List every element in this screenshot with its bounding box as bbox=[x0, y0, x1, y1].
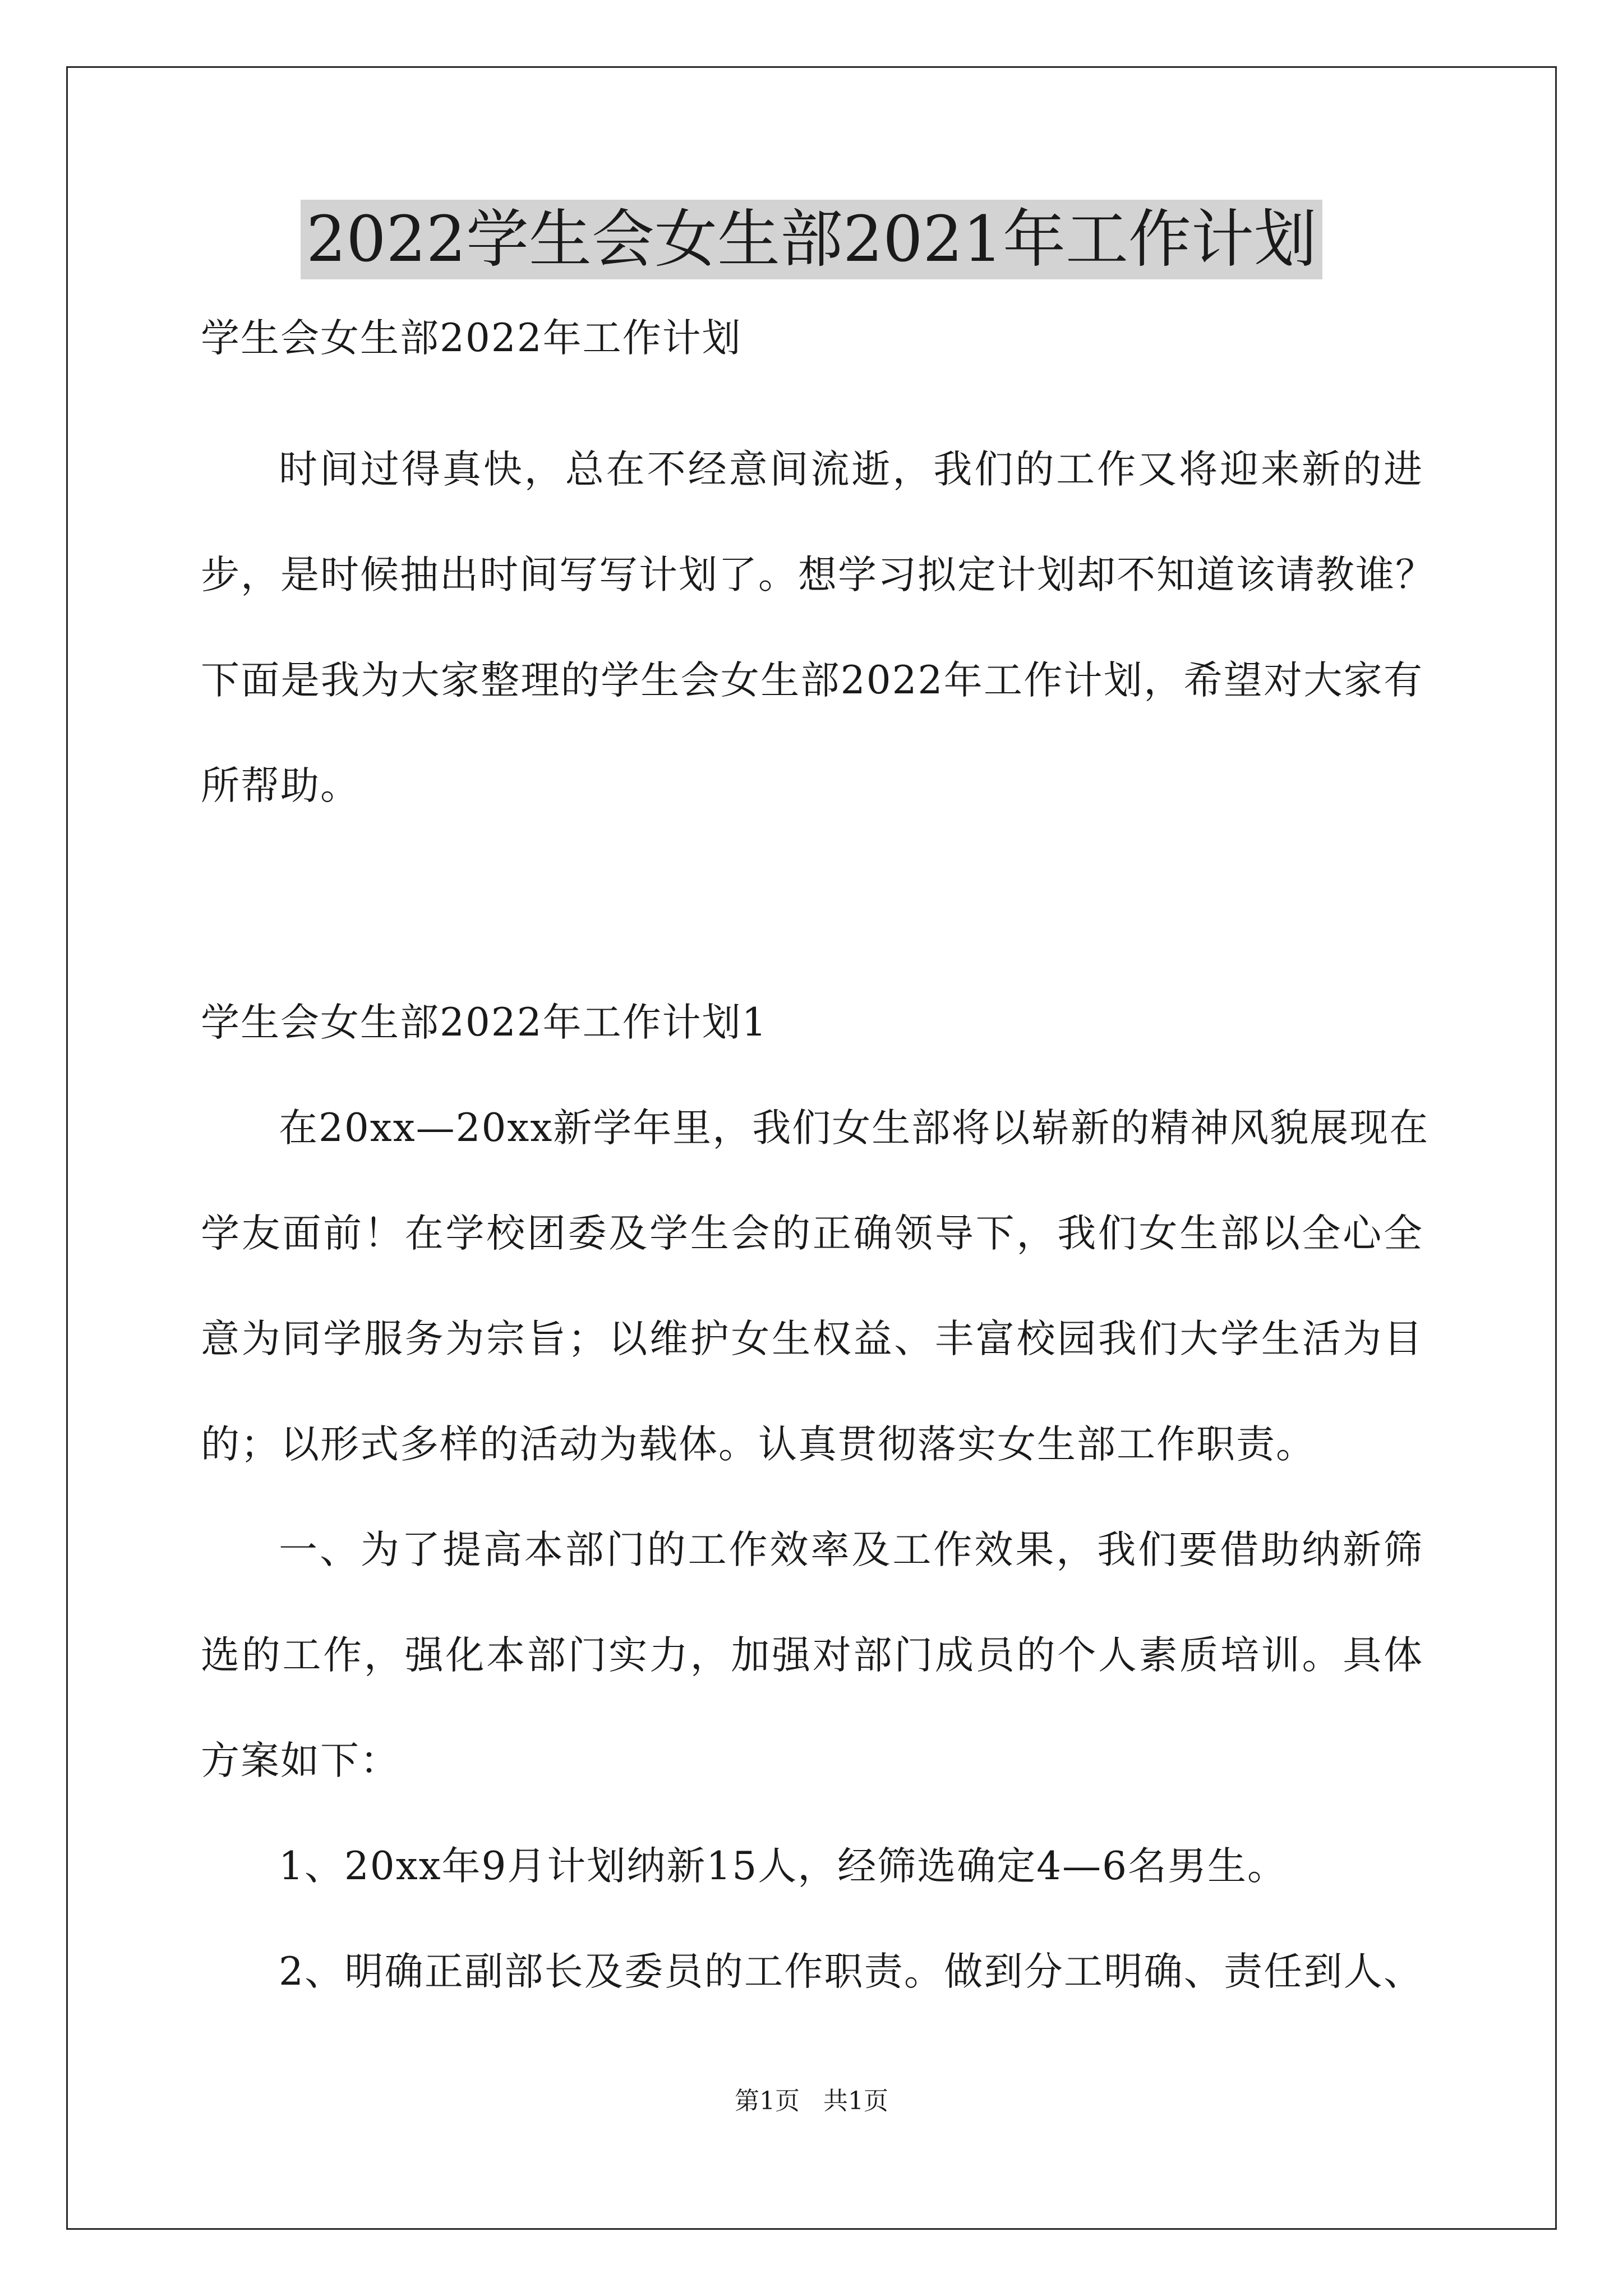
document-title: 2022学生会女生部2021年工作计划 bbox=[0, 197, 1623, 282]
paragraph-1-line-1: 在20xx—20xx新学年里，我们女生部将以崭新的精神风貌展现在 bbox=[279, 1106, 1430, 1151]
paragraph-2-line-3: 方案如下： bbox=[201, 1738, 400, 1783]
paragraph-2-line-2: 选的工作，强化本部门实力，加强对部门成员的个人素质培训。具体 bbox=[201, 1633, 1423, 1678]
page-footer: 第1页 共1页 bbox=[735, 2087, 888, 2115]
intro-line-4: 所帮助。 bbox=[201, 763, 360, 808]
paragraph-1-line-3: 意为同学服务为宗旨；以维护女生权益、丰富校园我们大学生活为目 bbox=[201, 1317, 1423, 1361]
paragraph-2-line-1: 一、为了提高本部门的工作效率及工作效果，我们要借助纳新筛 bbox=[279, 1527, 1423, 1572]
intro-line-1: 时间过得真快，总在不经意间流逝，我们的工作又将迎来新的进 bbox=[279, 447, 1423, 492]
paragraph-1-line-4: 的；以形式多样的活动为载体。认真贯彻落实女生部工作职责。 bbox=[201, 1422, 1316, 1467]
paragraph-1-line-2: 学友面前！在学校团委及学生会的正确领导下，我们女生部以全心全 bbox=[201, 1211, 1423, 1256]
list-item-1: 1、20xx年9月计划纳新15人，经筛选确定4—6名男生。 bbox=[279, 1844, 1288, 1889]
document-subtitle: 学生会女生部2022年工作计划 bbox=[201, 316, 742, 361]
section-heading: 学生会女生部2022年工作计划1 bbox=[201, 1000, 768, 1045]
intro-line-3: 下面是我为大家整理的学生会女生部2022年工作计划，希望对大家有 bbox=[201, 658, 1423, 703]
intro-line-2: 步，是时候抽出时间写写计划了。想学习拟定计划却不知道该请教谁？ bbox=[201, 553, 1435, 597]
list-item-2: 2、明确正副部长及委员的工作职责。做到分工明确、责任到人、 bbox=[279, 1949, 1423, 1994]
